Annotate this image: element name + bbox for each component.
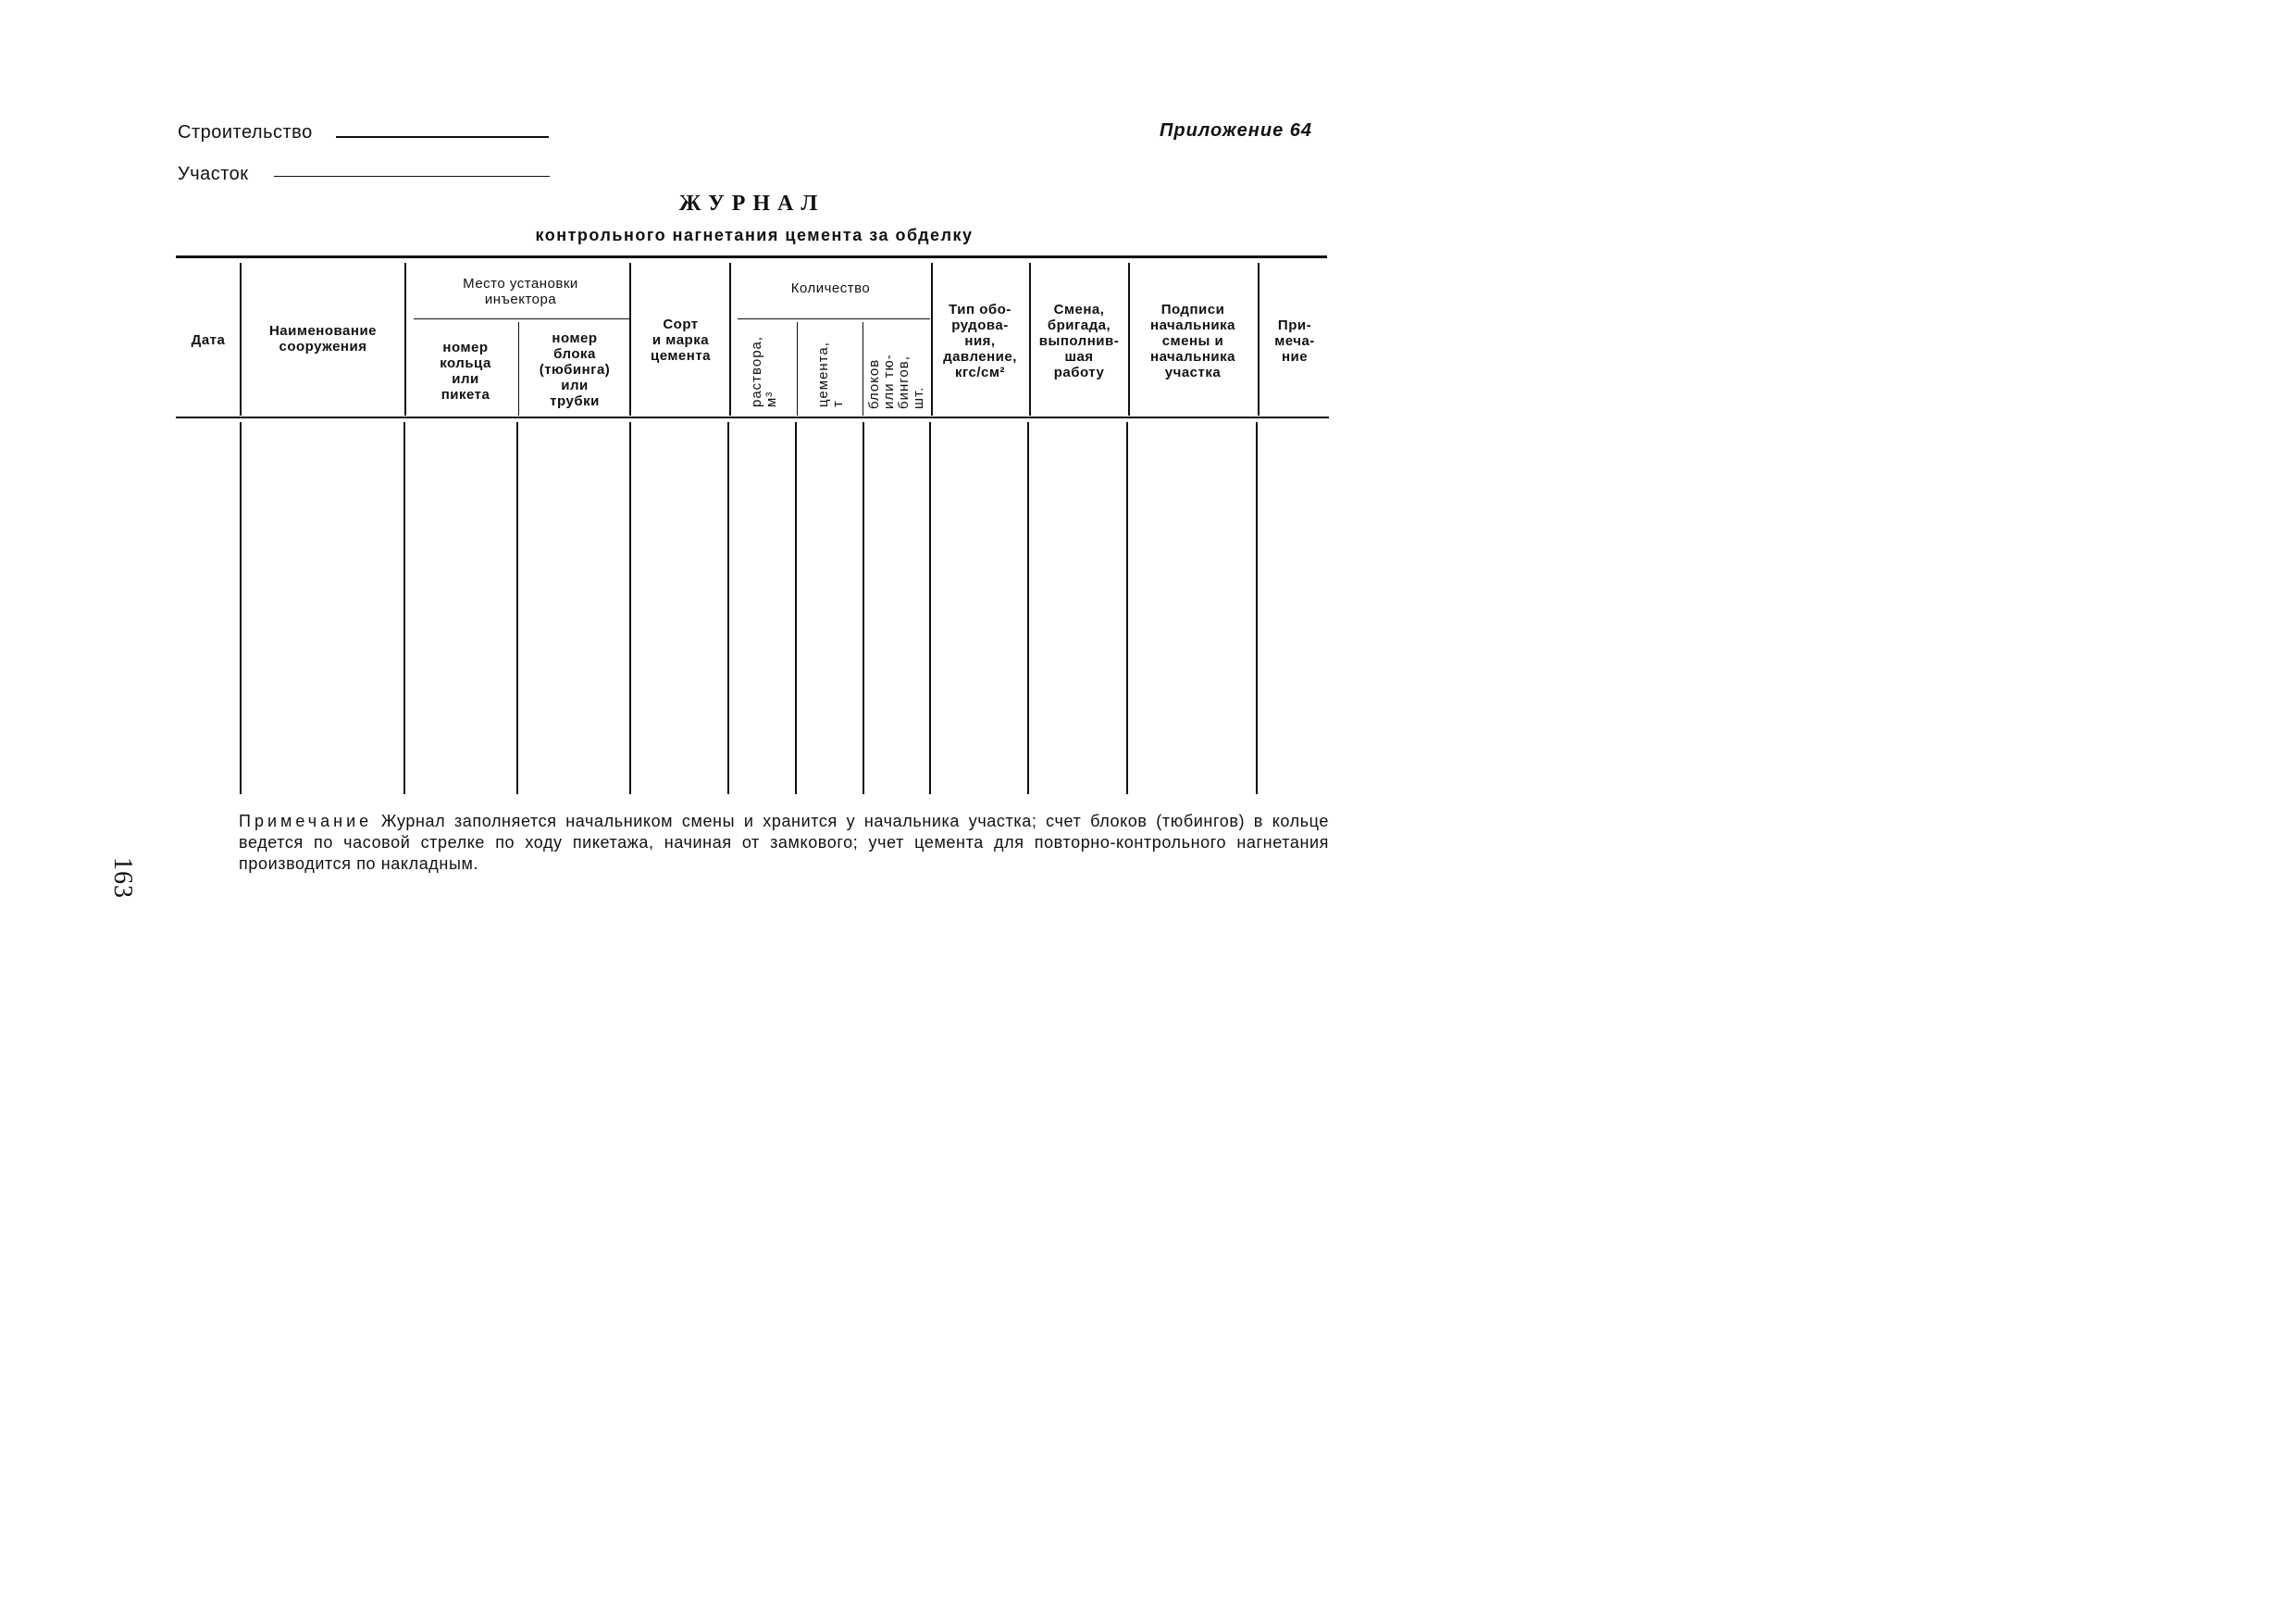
col-header-shift: Смена, бригада, выполнив- шая работу [1038,302,1120,380]
body-col-divider [795,422,797,794]
body-col-divider [1126,422,1128,794]
note-paragraph [239,811,1329,875]
body-col-divider [863,422,864,794]
col-header-solution-qty: раствора, м³ [749,335,779,407]
col-header-injector-location: Место установки инъектора [463,276,578,307]
col-divider [629,263,631,416]
body-col-divider [1256,422,1258,794]
col-divider [1029,263,1031,416]
col-header-cement-qty: цемента, т [815,342,846,407]
appendix-label: Приложение 64 [1159,120,1312,141]
table-top-rule [176,255,1327,258]
col-divider [729,263,731,416]
construction-label: Строительство [178,122,313,143]
col-header-block-number: номер блока (тюбинга) или трубки [539,330,611,409]
body-col-divider [516,422,518,794]
col-header-blocks-qty: блоков или тю- бингов, шт. [866,354,926,409]
body-col-divider [1027,422,1029,794]
col-header-equipment: Тип обо- рудова- ния, давление, кгс/см² [943,302,1017,380]
page-number: 163 [108,857,137,899]
note-label: Примечание [239,812,373,830]
col-divider [1128,263,1130,416]
body-col-divider [727,422,729,794]
col-header-signatures: Подписи начальника смены и начальника участка [1150,302,1235,380]
journal-title: ЖУРНАЛ [678,192,825,216]
col-header-structure-name: Наименование сооружения [268,323,378,355]
quantity-subheader-rule [738,318,930,319]
section-label: Участок [178,164,249,184]
col-divider [240,263,242,416]
col-header-ring-number: номер кольца или пикета [440,340,491,403]
table-header-bottom-rule [176,417,1329,418]
col-divider [931,263,933,416]
note-text: Журнал заполняется начальником смены и хранится у начальника участка; счет блоков (тюбингов) в кольце ведется по часовой стрелке по ходу пикетажа, начиная от замкового; учет цемента для повторно-контрольного нагнетания производится по накладным. [239,812,1329,873]
col-divider [797,322,798,416]
col-header-cement-grade: Сорт и марка цемента [650,317,712,364]
injector-subheader-rule [414,318,629,319]
construction-fill-line [336,136,549,138]
col-divider [1258,263,1260,416]
col-divider [518,322,519,416]
body-col-divider [629,422,631,794]
body-col-divider [240,422,242,794]
col-divider [404,263,406,416]
body-col-divider [929,422,931,794]
journal-subtitle: контрольного нагнетания цемента за обделку [535,226,974,244]
col-header-remark: При- меча- ние [1274,317,1315,365]
col-header-date: Дата [191,332,226,348]
body-col-divider [403,422,405,794]
col-header-quantity: Количество [790,280,871,296]
section-fill-line [274,176,550,177]
